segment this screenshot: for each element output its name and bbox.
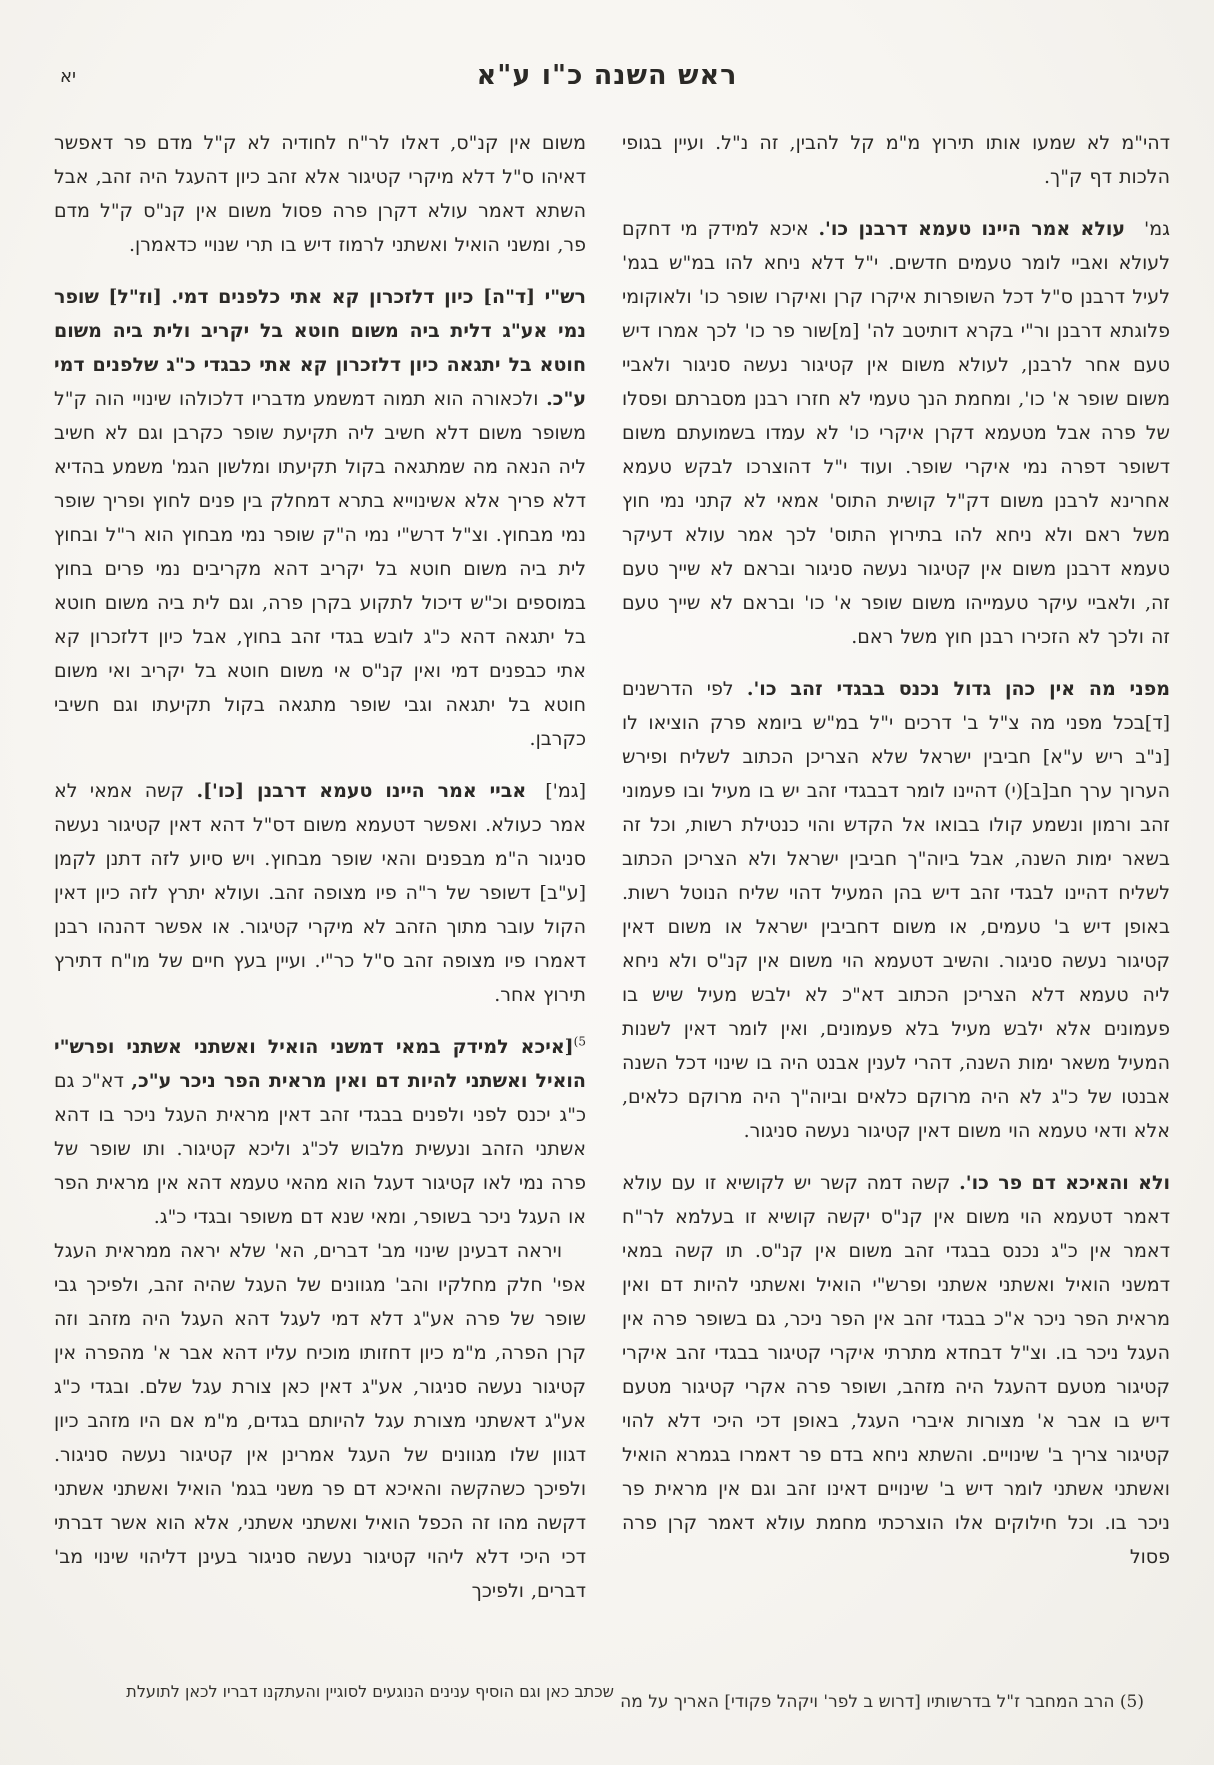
footnote-first-part: (5) הרב המחבר ז"ל בדרשותיו [דרוש ב לפר' ויקהל פקודי] האריך על מה bbox=[620, 1692, 1144, 1712]
text-run-bold: אביי אמר היינו טעמא דרבנן [כו']. bbox=[196, 780, 527, 802]
footnote-marker: (5 bbox=[573, 1034, 586, 1049]
text-run-bold: [איכא למידק במאי דמשני הואיל ואשתני אשתני ופרש"י הואיל ואשתני להיות דם ואין מראית הפר ניכר ע"כ, bbox=[54, 1036, 586, 1092]
text-run-bold: מפני מה אין כהן גדול נכנס בבגדי זהב כו'. bbox=[746, 678, 1170, 700]
paragraph bbox=[622, 1166, 1170, 1574]
paragraph bbox=[54, 1234, 586, 1608]
text-run-bold: ולא והאיכא דם פר כו'. bbox=[959, 1172, 1170, 1194]
text-run-bold: עולא אמר היינו טעמא דרבנן כו'. bbox=[818, 218, 1126, 240]
paragraph bbox=[622, 672, 1170, 1148]
text-run: [גמ'] bbox=[526, 780, 586, 802]
footnote-continuation: שכתב כאן וגם הוסיף ענינים הנוגעים לסוגיין והעתקנו דבריו לכאן לתועלת bbox=[126, 1682, 614, 1701]
page-number: יא bbox=[60, 66, 77, 87]
text-run: איכא למידק מי דחקם לעולא ואביי לומר טעמים חדשים. י"ל דלא ניחא להו במ"ש בגמ' לעיל דרבנן ס"ל דכל השופרות איקרו קרן ואיקרו שופר כו' ולאוקומי פלוגתא דרבנן ור"י בקרא דותיטב לה' [מ]שור פר כו' לכך אמרו דיש טעם אחר לרבנן, לעולא משום אין קטיגור נעשה סניגור ולאביי משום שופר א' כו', ומחמת הנך טעמי לא חזרו רבנן מסברתם ופסלו של פרה אבל מטעמא דקרן איקרי כו' לא עמדו בשמועתם משום דשופר דפרה נמי איקרי שופר. ועוד י"ל דהוצרכו לבקש טעמא אחרינא לרבנן משום דק"ל קושית התוס' אמאי לא קתני נמי חוץ משל ראם ולא ניחא להו בתירוץ התוס' לכך אמר עולא דעיקר טעמא דרבנן משום אין קטיגור נעשה סניגור ובראם לא שייך טעם זה, ולאביי עיקר טעמייהו משום שופר א' כו' ובראם לא שייך טעם זה ולכך לא הזכירו רבנן חוץ משל ראם. bbox=[622, 218, 1170, 648]
text-run: ולכאורה הוא תמוה דמשמע מדבריו דלכולהו שינויי הוה ק"ל משופר משום דלא חשיב ליה תקיעת שופר כקרבן וגם לא חשיב ליה הנאה מה שמתגאה בקול תקיעתו ומלשון הגמ' משמע בהדיא דלא פריך אלא אשינוייא בתרא דמחלק בין פנים לחוץ ופריך שופר נמי מבחוץ. וצ"ל דרש"י נמי ה"ק שופר נמי מבחוץ הוא ר"ל ובחוץ לית ביה משום חוטא בל יקריב דהא מקריבים נמי פרים בחוץ במוספים וכ"ש דיכול לתקוע בקרן פרה, וגם לית ביה משום חוטא בל יתגאה דהא כ"ג לובש בגדי זהב בחוץ, אבל כיון דלזכרון קא אתי כבפנים דמי ואין קנ"ס אי משום חוטא בל יקריב ואי משום חוטא בל יתגאה וגבי שופר מתגאה בקול תקיעתו וגם חשיבי כקרבן. bbox=[54, 388, 586, 750]
paragraph bbox=[54, 774, 586, 1012]
text-run: גמ' bbox=[1125, 218, 1170, 240]
paragraph bbox=[54, 1030, 586, 1234]
paragraph bbox=[622, 212, 1170, 654]
text-run: דא"כ גם כ"ג יכנס לפני ולפנים בבגדי זהב דאין מראית העגל ניכר בו דהא אשתני הזהב ונעשית מלבוש לכ"ג וליכא קטיגור. ותו שופר של פרה נמי לאו קטיגור דעגל הוא מהאי טעמא דהא אין מראית הפר או העגל ניכר בשופר, ומאי שנא דם משופר ובגדי כ"ג. bbox=[54, 1070, 586, 1228]
text-column-left bbox=[54, 126, 586, 1671]
text-run: קשה דמה קשר יש לקושיא זו עם עולא דאמר דטעמא הוי משום אין קנ"ס יקשה קושיא זו בעלמא לר"ח דאמר אין כ"ג נכנס בבגדי זהב משום אין קנ"ס. תו קשה במאי דמשני הואיל ואשתני אשתני ופרש"י הואיל ואשתני להיות דם ואין מראית הפר ניכר א"כ בבגדי זהב אין הפר ניכר, גם בשופר פרה אין העגל ניכר בו. וצ"ל דבחדא מתרתי איקרי קטיגור בבגדי זהב איקרי קטיגור מטעם דהעגל היה מזהב, ושופר פרה אקרי קטיגור מטעם דיש בו אבר א' מצורות איברי העגל, באופן דכי היכי דלא להוי קטיגור צריך ב' שינויים. והשתא ניחא בדם פר דאמרו בגמרא הואיל ואשתני אשתני לומר דיש ב' שינויים דאינו זהב וגם אין מראית פר ניכר בו. וכל חילוקים אלו הוצרכתי מחמת עולא דאמר קרן פרה פסול bbox=[622, 1172, 1170, 1568]
text-run-bold: רש"י [ד"ה] כיון דלזכרון קא אתי כלפנים דמי. [וז"ל] שופר נמי אע"ג דלית ביה משום חוטא בל יקריב ולית ביה משום חוטא בל יתגאה כיון דלזכרון קא אתי כבגדי כ"ג שלפנים דמי ע"כ. bbox=[54, 286, 586, 410]
page-title: ראש השנה כ"ו ע"א bbox=[476, 60, 738, 91]
text-run: משום אין קנ"ס, דאלו לר"ח לחודיה לא ק"ל מדם פר דאפשר דאיהו ס"ל דלא מיקרי קטיגור אלא זהב כיון דהעגל היה זהב, אבל השתא דאמר עולא דקרן פרה פסול משום אין קנ"ס ק"ל מדם פר, ומשני הואיל ואשתני לרמוז דיש בו תרי שנויי כדאמרן. bbox=[54, 132, 586, 256]
text-run: קשה אמאי לא אמר כעולא. ואפשר דטעמא משום דס"ל דהא דאין קטיגור נעשה סניגור ה"מ מבפנים והאי שופר מבחוץ. ויש סיוע לזה דתנן לקמן [ע"ב] דשופר של ר"ה פיו מצופה זהב. ועולא יתרץ לזה כיון דאין הקול עובר מתוך הזהב לא מיקרי קטיגור. או אפשר דהנהו רבנן דאמרו פיו מצופה זהב ס"ל כר"י. ועיין בעץ חיים של מו"ח דתירץ תירוץ אחר. bbox=[54, 780, 586, 1006]
text-run: לפי הדרשנים [ד]בכל מפני מה צ"ל ב' דרכים י"ל במ"ש ביומא פרק הוציאו לו [נ"ב ריש ע"א] חביבין ישראל שלא הצריכן הכתוב לשליח ופירש הערוך ערך חב[ב](י) דהיינו לומר דבבגדי זהב יש בו מעיל ובו פעמוני זהב ורמון ונשמע קולו בבואו אל הקדש והוי כנטילת רשות, וכל זה בשאר ימות השנה, אבל ביוה"ך חביבין ישראל ולא הצריכן הכתוב לשליח דהיינו לבגדי זהב דיש בהן המעיל דהוי שליח הנוטל רשות. באופן דיש ב' טעמים, או משום דחביבין ישראל או משום דאין קטיגור נעשה סניגור. והשיב דטעמא הוי משום אין קנ"ס ולא ניחא ליה טעמא דלא הצריכן הכתוב דא"כ לא ילבש מעיל שיש בו פעמונים אלא ילבש מעיל בלא פעמונים, ואין לומר דאין לשנות המעיל משאר ימות השנה, דהרי לענין אבנט היה בו שינוי דכל השנה אבנטו של כ"ג לא היה מרוקם כלאים וביוה"ך היה מרוקם כלאים, אלא ודאי טעמא הוי משום דאין קטיגור נעשה סניגור. bbox=[622, 678, 1170, 1142]
text-column-right bbox=[622, 126, 1170, 1671]
text-run: ויראה דבעינן שינוי מב' דברים, הא' שלא יראה ממראית העגל אפי' חלק מחלקיו והב' מגוונים של העגל שהיה זהב, ולפיכך גבי שופר של פרה אע"ג דלא דמי לעגל דהא העגל היה מזהב וזה קרן הפרה, מ"מ כיון דחזותו מוכיח עליו דהא אבר א' מהפרה אין קטיגור נעשה סניגור, אע"ג דאין כאן צורת עגל שלם. ובגדי כ"ג אע"ג דאשתני מצורת עגל להיותם בגדים, מ"מ אם היו מזהב כיון דגוון שלו מגוונים של העגל אמרינן אין קטיגור נעשה סניגור. ולפיכך כשהקשה והאיכא דם פר משני בגמ' הואיל ואשתני אשתני דקשה מהו זה הכפל הואיל ואשתני אשתני, אלא הוא אשר דברתי דכי היכי דלא ליהוי קטיגור נעשה סניגור בעינן דליהוי שינוי מב' דברים, ולפיכך bbox=[54, 1240, 586, 1602]
paragraph bbox=[54, 280, 586, 756]
paragraph bbox=[622, 126, 1170, 194]
paragraph bbox=[54, 126, 586, 262]
text-run: דהי"מ לא שמעו אותו תירוץ מ"מ קל להבין, זה נ"ל. ועיין בגופי הלכות דף ק"ך. bbox=[622, 132, 1170, 188]
